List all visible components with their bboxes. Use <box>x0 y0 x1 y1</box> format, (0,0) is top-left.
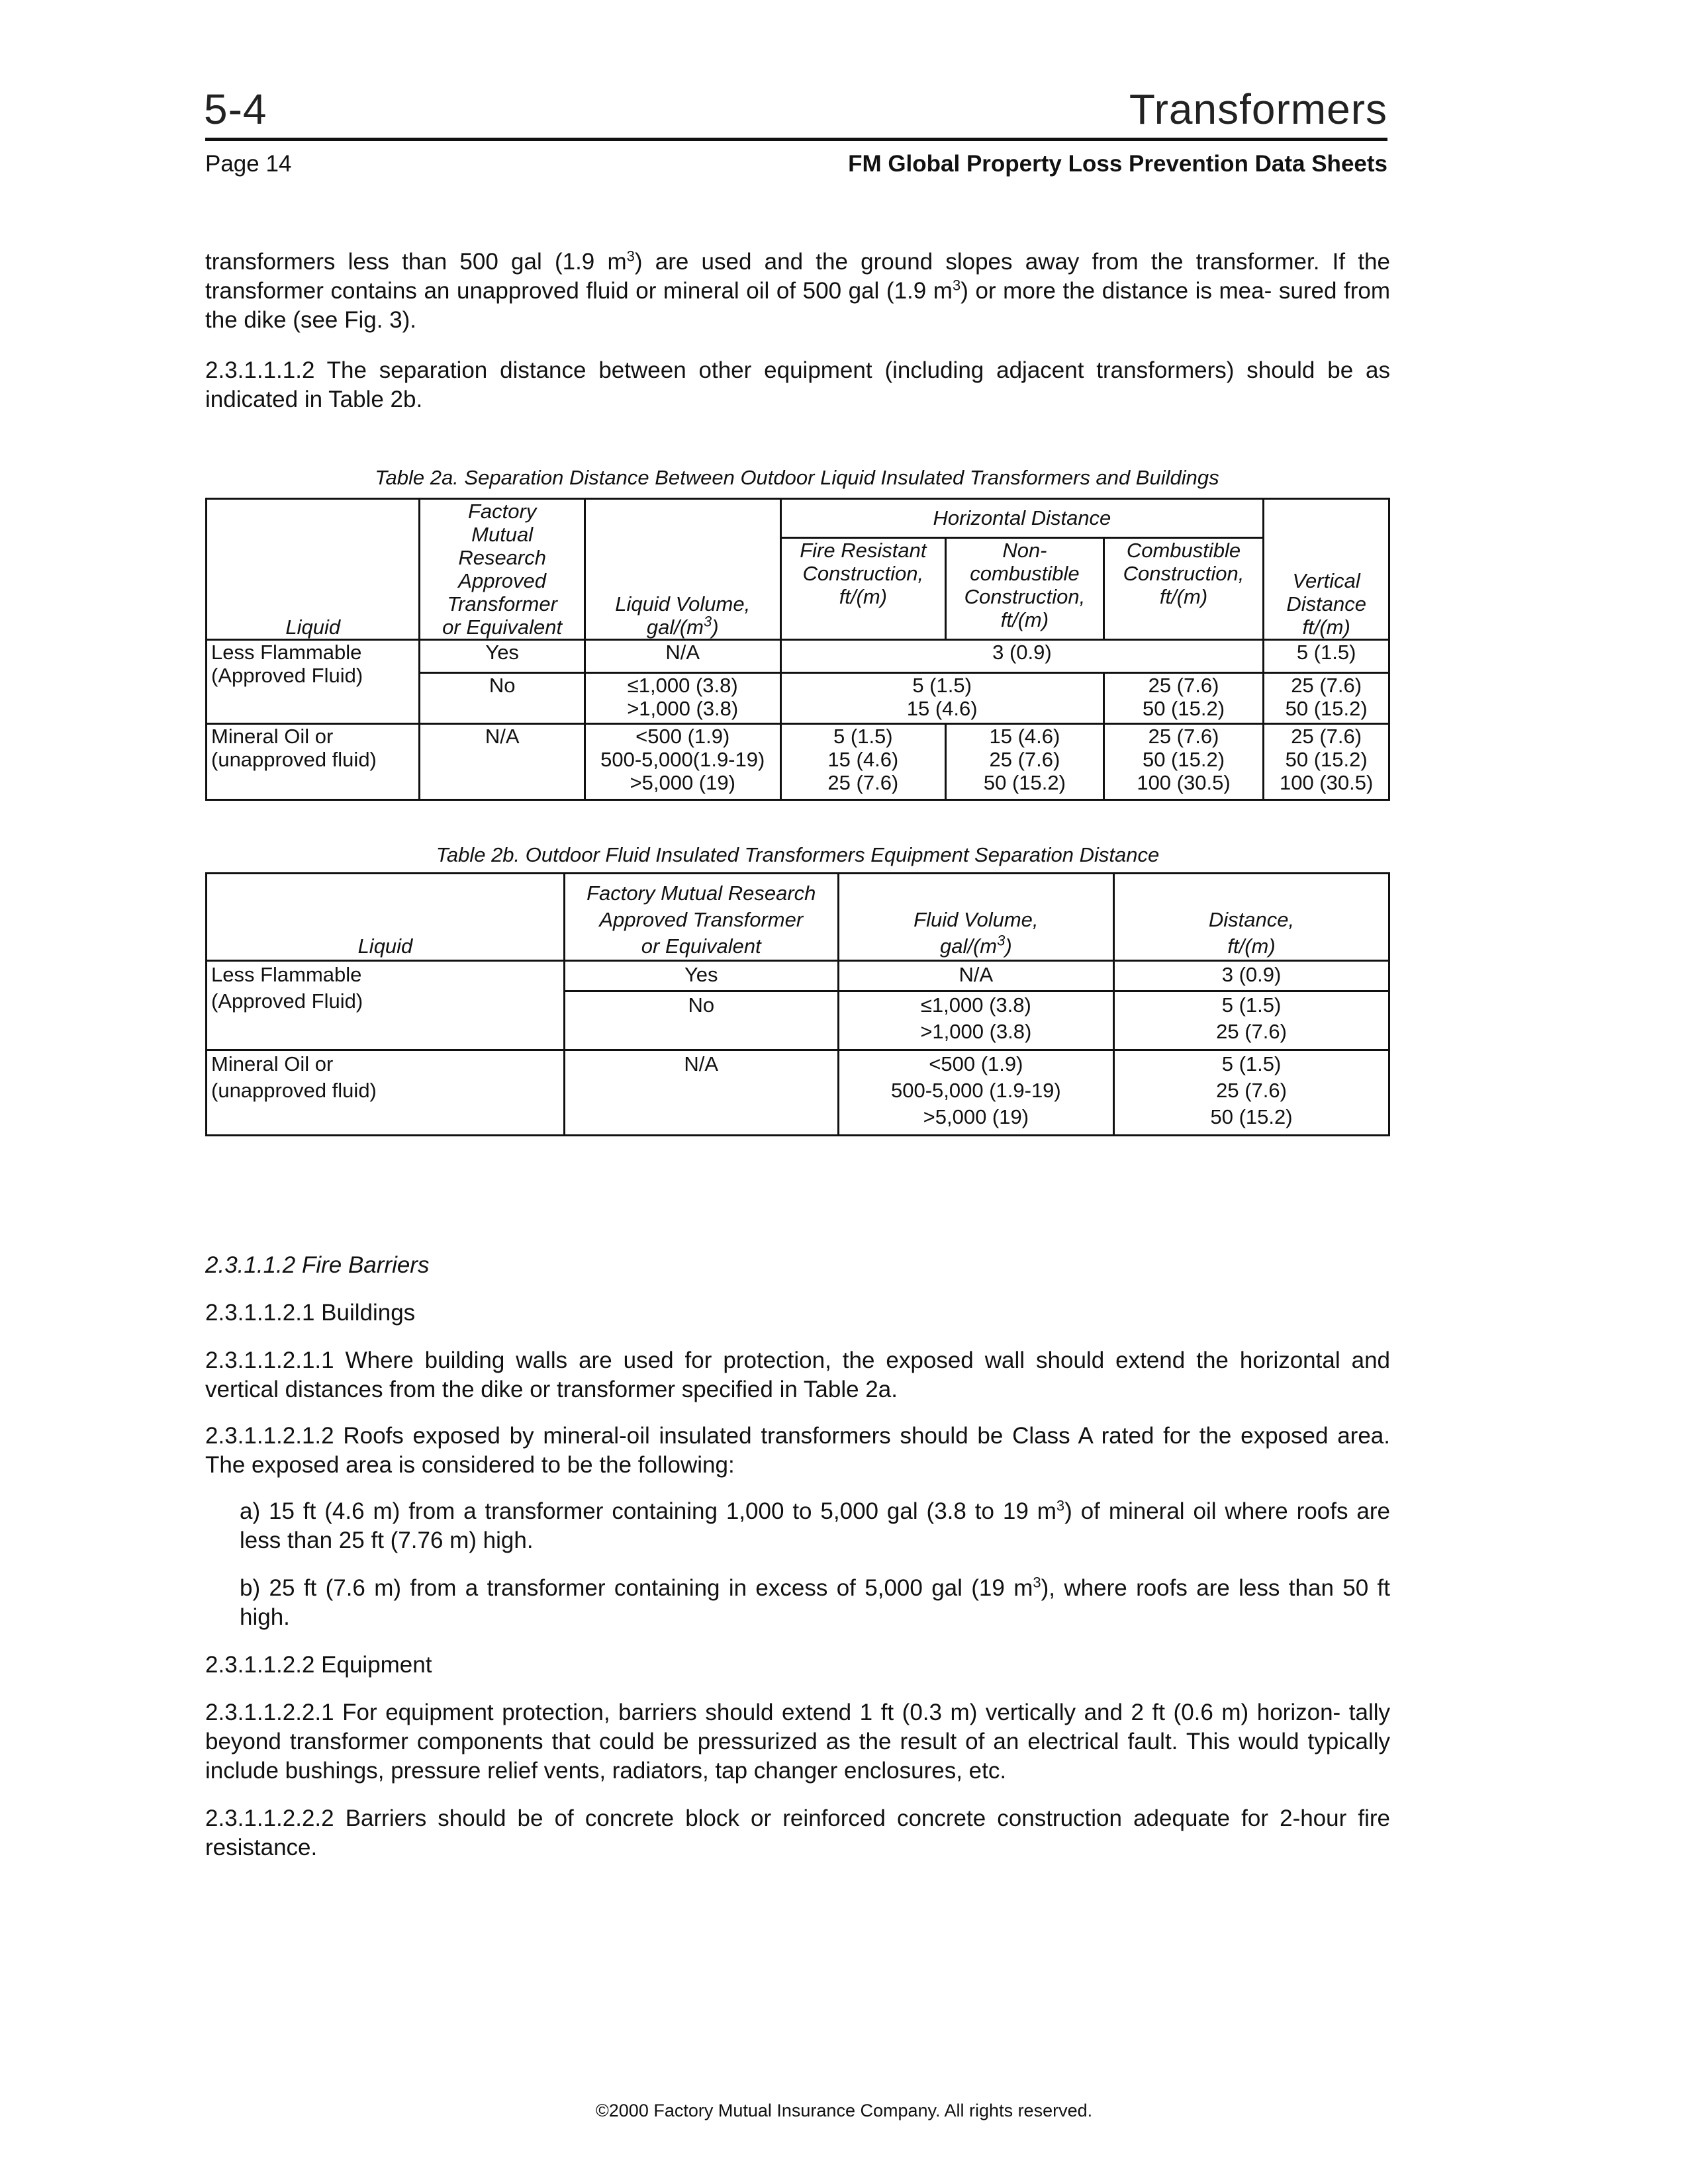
table-row <box>207 1050 1389 1136</box>
table-row <box>207 640 1389 673</box>
cell-approved: N/A <box>420 724 585 800</box>
cell-less-flammable: Less Flammable (Approved Fluid) <box>207 640 420 724</box>
header-approved-transformer: Factory Mutual Research Approved Transformer or Equivalent <box>420 499 585 640</box>
header-liquid-volume: Liquid Volume, gal/$(m^3)$ <box>585 499 780 640</box>
table-2b-caption: Table 2b. Outdoor Fluid Insulated Transformers Equipment Separation Distance <box>436 843 1160 866</box>
document-number: 5-4 <box>204 85 267 133</box>
header-distance: Distance, ft/(m) <box>1114 874 1389 961</box>
cell-distance: 3 (0.9) <box>1114 961 1389 991</box>
header-fire-resistant: Fire Resistant Construction, ft/(m) <box>780 537 946 639</box>
table-row <box>207 961 1389 991</box>
table-2a-caption: Table 2a. Separation Distance Between Outdoor Liquid Insulated Transformers and Buildings <box>375 466 1219 489</box>
cell-volume: ≤1,000 (3.8) >1,000 (3.8) <box>838 991 1113 1050</box>
header-liquid: Liquid <box>207 499 420 640</box>
cell-volume: <500 (1.9) 500-5,000 (1.9-19) >5,000 (19) <box>838 1050 1113 1136</box>
table-2a <box>205 498 1390 801</box>
paragraph-building-walls: 2.3.1.1.2.1.1 Where building walls are used for protection, the exposed wall should extend the horizontal and vertical distances from the dike or transformer specified in Table 2a. <box>205 1347 1390 1402</box>
header-fluid-volume: Fluid Volume, gal/$(m^3)$ <box>838 874 1113 961</box>
cell-noncombustible: 15 (4.6) 25 (7.6) 50 (15.2) <box>946 724 1104 800</box>
cell-distance: 5 (1.5) 25 (7.6) 50 (15.2) <box>1114 1050 1389 1136</box>
list-item-b: b) 25 ft (7.6 m) from a transformer containing in excess of 5,000 gal (19 $m^3$), where roofs are less than 50 ft high. <box>240 1574 1391 1630</box>
cell-volume: N/A <box>585 640 780 673</box>
header-rule <box>205 138 1387 141</box>
cell-approved: No <box>564 991 838 1050</box>
header-vertical-distance: Vertical Distance ft/(m) <box>1264 499 1389 640</box>
paragraph-2-3-1-1-1-2: 2.3.1.1.1.2 The separation distance between other equipment (including adjacent transformers) should be as indicated in Table 2b. <box>205 357 1390 412</box>
page-number: Page 14 <box>205 151 292 177</box>
publication-title: FM Global Property Loss Prevention Data Sheets <box>848 151 1387 177</box>
heading-equipment: 2.3.1.1.2.2 Equipment <box>205 1652 432 1678</box>
heading-buildings: 2.3.1.1.2.1 Buildings <box>205 1300 416 1326</box>
copyright-footer: ©2000 Factory Mutual Insurance Company. All rights reserved. <box>595 2101 1093 2120</box>
cell-fire-resistant: 5 (1.5) 15 (4.6) 25 (7.6) <box>780 724 946 800</box>
cell-approved: Yes <box>420 640 585 673</box>
header-noncombustible: Non- combustible Construction, ft/(m) <box>946 537 1104 639</box>
paragraph-equipment-protection: 2.3.1.1.2.2.1 For equipment protection, barriers should extend 1 ft (0.3 m) vertically and 2 ft (0.6 m) horizon- tally beyond transformer components that could be pressurized as the result of an electrical fault. This would typically include bushings, pressure relief vents, radiators, tap changer enclosures, etc. <box>205 1700 1390 1784</box>
cell-fire-noncombustible: 5 (1.5) 15 (4.6) <box>780 673 1103 724</box>
cell-combustible: 25 (7.6) 50 (15.2) 100 (30.5) <box>1103 724 1264 800</box>
cell-vertical: 25 (7.6) 50 (15.2) <box>1264 673 1389 724</box>
cell-vertical: 25 (7.6) 50 (15.2) 100 (30.5) <box>1264 724 1389 800</box>
table-row <box>207 724 1389 800</box>
table-2b <box>205 872 1390 1136</box>
header-liquid: Liquid <box>207 874 565 961</box>
cell-volume: ≤1,000 (3.8) >1,000 (3.8) <box>585 673 780 724</box>
header-approved-transformer: Factory Mutual Research Approved Transformer or Equivalent <box>564 874 838 961</box>
cell-combustible: 25 (7.6) 50 (15.2) <box>1103 673 1264 724</box>
cell-horizontal: 3 (0.9) <box>780 640 1264 673</box>
page-title: Transformers <box>1129 85 1387 133</box>
cell-approved: Yes <box>564 961 838 991</box>
intro-paragraph: transformers less than 500 gal (1.9 $m^3$) are used and the ground slopes away from the transformer. If the transformer contains an unapproved fluid or mineral oil of 500 gal (1.9 $m^3$) or more the distance is mea- sured from the dike (see Fig. 3). <box>205 248 1390 333</box>
cell-mineral-oil: Mineral Oil or (unapproved fluid) <box>207 724 420 800</box>
header-horizontal-distance: Horizontal Distance <box>780 499 1264 538</box>
cell-less-flammable: Less Flammable (Approved Fluid) <box>207 961 565 1050</box>
cell-vertical: 5 (1.5) <box>1264 640 1389 673</box>
header-combustible: Combustible Construction, ft/(m) <box>1103 537 1264 639</box>
cell-mineral-oil: Mineral Oil or (unapproved fluid) <box>207 1050 565 1136</box>
cell-approved: N/A <box>564 1050 838 1136</box>
heading-fire-barriers: 2.3.1.1.2 Fire Barriers <box>205 1252 430 1278</box>
cell-volume: <500 (1.9) 500-5,000(1.9-19) >5,000 (19) <box>585 724 780 800</box>
cell-approved: No <box>420 673 585 724</box>
list-item-a: a) 15 ft (4.6 m) from a transformer containing 1,000 to 5,000 gal (3.8 to 19 $m^3$) of mineral oil where roofs are less than 25 ft (7.76 m) high. <box>240 1497 1390 1553</box>
cell-volume: N/A <box>838 961 1113 991</box>
paragraph-roofs: 2.3.1.1.2.1.2 Roofs exposed by mineral-oil insulated transformers should be Class A rated for the exposed area. The exposed area is considered to be the following: <box>205 1423 1390 1478</box>
cell-distance: 5 (1.5) 25 (7.6) <box>1114 991 1389 1050</box>
paragraph-barriers: 2.3.1.1.2.2.2 Barriers should be of concrete block or reinforced concrete construction adequate for 2-hour fire resistance. <box>205 1805 1390 1860</box>
